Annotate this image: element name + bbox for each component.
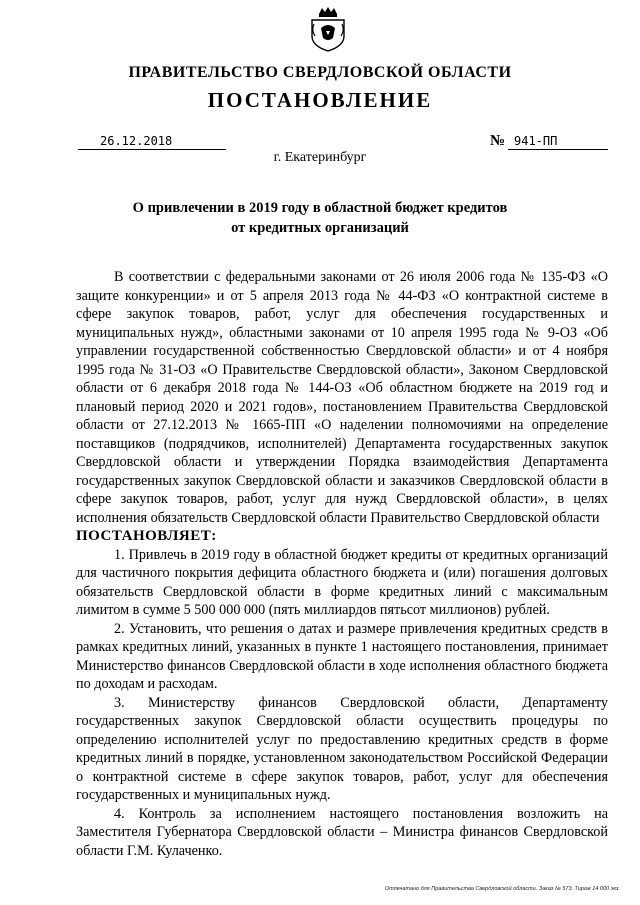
decree-word: ПОСТАНОВЛЯЕТ: [76, 528, 217, 544]
preamble-paragraph: В соответствии с федеральными законами от 26 июля 2006 года № 135-ФЗ «О защите конкуренции» и от 5 апреля 2013 года № 44-ФЗ «О контрактной системе в сфере закупок товаров, работ, услуг для обеспечения государственных и муниципальных нужд», областными законами от 10 апреля 1995 года № 9-ОЗ «Об управлении государственной собственностью Свердловской области» и от 4 ноября 1995 года № 31-ОЗ «О Правительстве Свердловской области», Законом Свердловской области от 6 декабря 2018 года № 144-ОЗ «Об областном бюджете на 2019 год и плановый период 2020 и 2021 годов», постановлением Правительства Свердловской области от 27.12.2013 № 1665-ПП «О наделении полномочиями на определение поставщиков (подрядчиков, исполнителей) Департамента государственных закупок Свердловской области и утверждении Порядка взаимодействия Департамента государственных закупок Свердловской области и заказчиков Свердловской области в сфере закупок товаров, работ, услуг для нужд Свердловской области», в целях исполнения обязательств Свердловской области Правительство Свердловской области [76, 269, 608, 526]
item-paragraph: 1. Привлечь в 2019 году в областной бюджет кредиты от кредитных организаций для частичного покрытия дефицита областного бюджета и (или) погашения долговых обязательств Свердловской области в форме кредитных линий с максимальным лимитом в сумме 5 500 000 000 (пять миллиардов пятьсот миллионов) рублей. [76, 546, 608, 618]
number-label: № [490, 133, 506, 149]
document-type: ПОСТАНОВЛЕНИЕ [207, 88, 433, 112]
organization-name: ПРАВИТЕЛЬСТВО СВЕРДЛОВСКОЙ ОБЛАСТИ [128, 64, 512, 81]
document-number: 941-ПП [508, 134, 608, 150]
document-body [76, 268, 608, 860]
title-line-2: от кредитных организаций [231, 220, 409, 236]
print-note: Отпечатано для Правительства Свердловской области. Заказ № 573. Тираж 14 000 экз. [384, 886, 620, 892]
document-date: 26.12.2018 [78, 134, 226, 150]
city: г. Екатеринбург [273, 150, 367, 165]
coat-of-arms-icon [309, 6, 347, 52]
item-paragraph: 4. Контроль за исполнением настоящего постановления возложить на Заместителя Губернатора Свердловской области – Министра финансов Свердловской области Г.М. Кулаченко. [76, 805, 608, 859]
item-paragraph: 2. Установить, что решения о датах и размере привлечения кредитных средств в рамках кредитных линий, указанных в пункте 1 настоящего постановления, принимает Министерство финансов Свердловской области в ходе исполнения областного бюджета по доходам и расходам. [76, 620, 608, 692]
title-line-1: О привлечении в 2019 году в областной бюджет кредитов [132, 200, 508, 216]
document-title [0, 198, 640, 238]
item-paragraph: 3. Министерству финансов Свердловской области, Департаменту государственных закупок Свердловской области осуществить процедуры по определению исполнителей услуг по предоставлению кредитных средств в форме кредитных линий в порядке, установленном законодательством Российской Федерации о контрактной системе в сфере закупок товаров, работ, услуг для обеспечения государственных и муниципальных нужд. [76, 694, 608, 803]
